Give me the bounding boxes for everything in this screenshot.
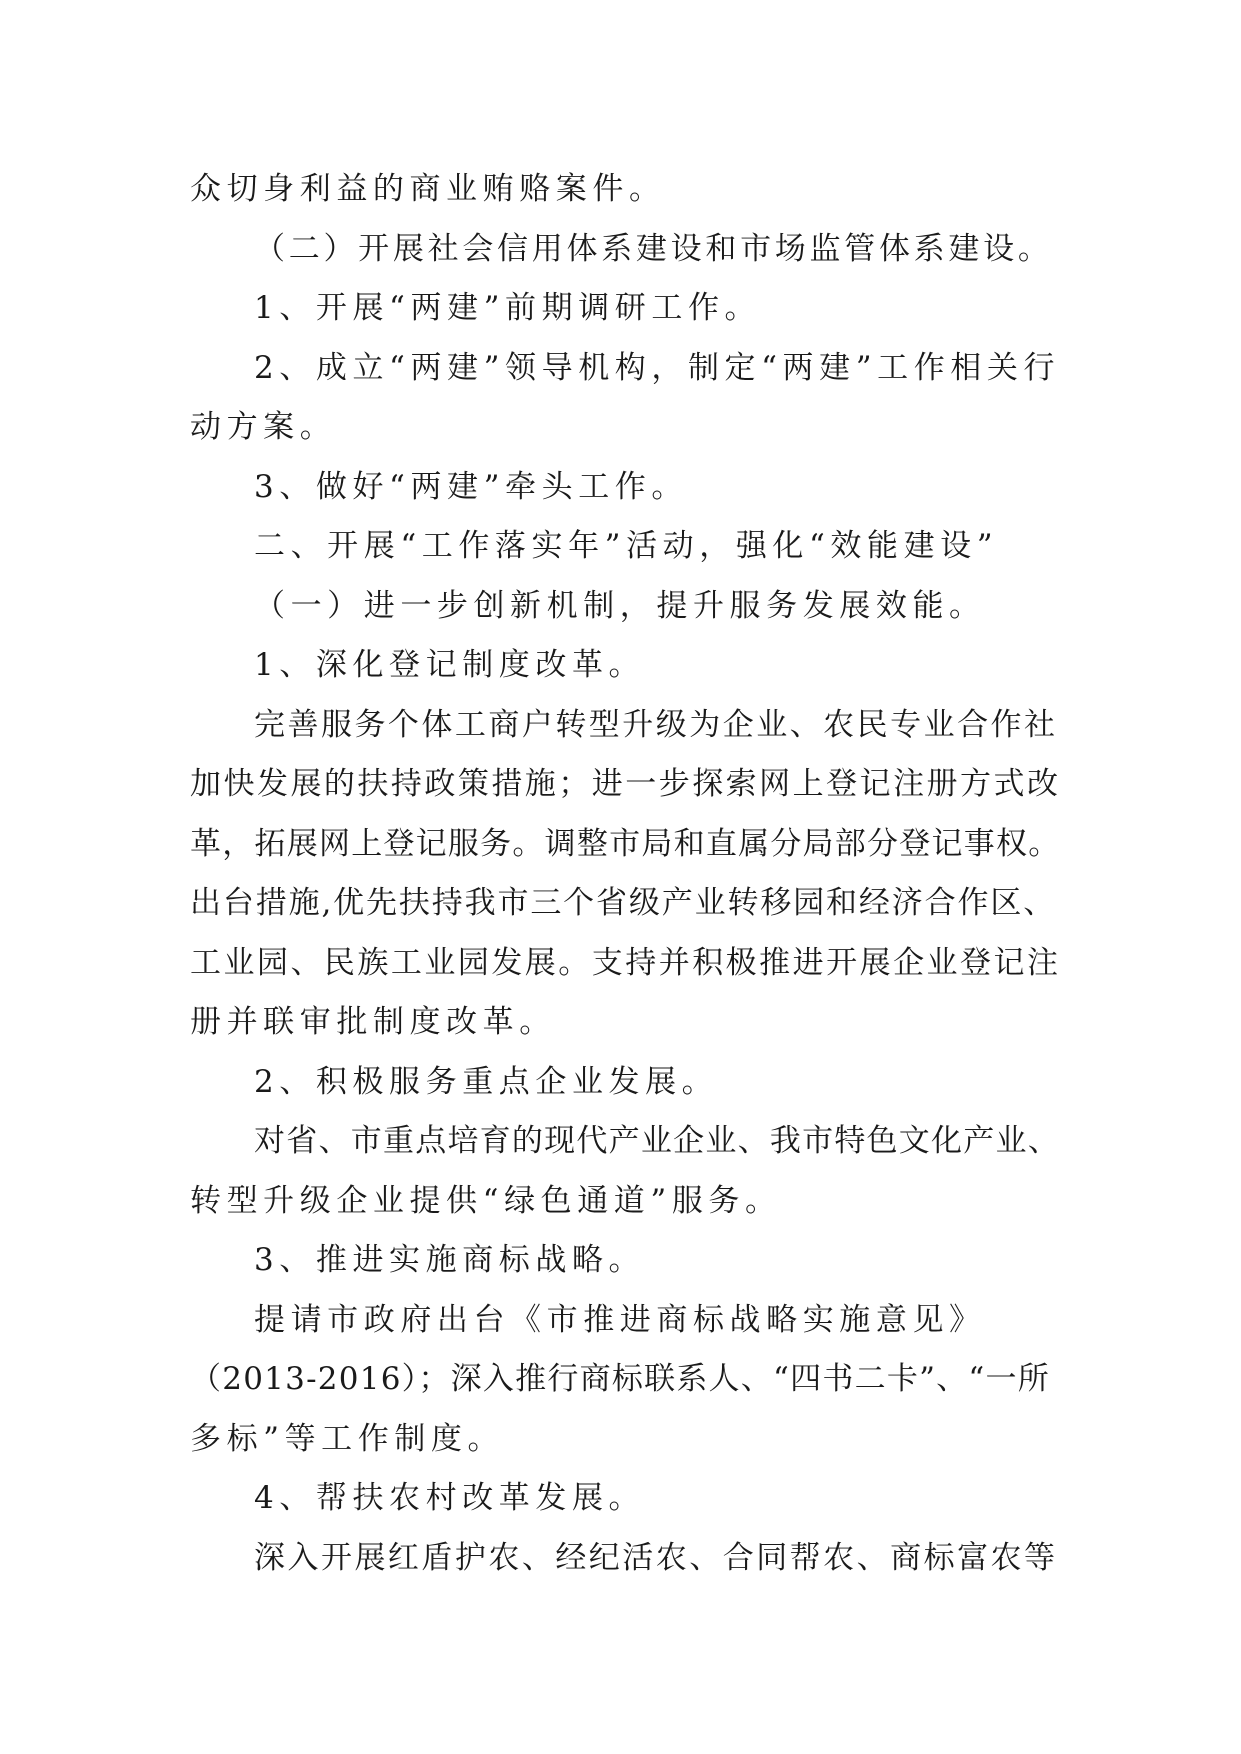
text-line: 众切身利益的商业贿赂案件。 <box>190 171 666 207</box>
paragraph-line: 转型升级企业提供“绿色通道”服务。 <box>190 1182 782 1219</box>
paragraph-line: 多标”等工作制度。 <box>190 1420 505 1457</box>
paragraph-line: 提请市政府出台《市推进商标战略实施意见》 <box>254 1301 986 1338</box>
list-item: 1、深化登记制度改革。 <box>254 647 646 683</box>
list-item: 1、开展“两建”前期调研工作。 <box>254 290 762 326</box>
paragraph-line: （2013-2016）；深入推行商标联系人、“四书二卡”、“一所 <box>190 1361 1050 1397</box>
list-item: 3、推进实施商标战略。 <box>254 1242 646 1278</box>
paragraph-line: 加快发展的扶持政策措施；进一步探索网上登记注册方式改 <box>190 766 1061 802</box>
list-item: 3、做好“两建”牵头工作。 <box>254 468 688 505</box>
paragraph-line: 完善服务个体工商户转型升级为企业、农民专业合作社 <box>254 706 1058 743</box>
section-heading: （一）进一步创新机制，提升服务发展效能。 <box>254 587 986 624</box>
paragraph-line: 对省、市重点培育的现代产业企业、我市特色文化产业、 <box>254 1123 1060 1159</box>
list-item: 2、成立“两建”领导机构，制定“两建”工作相关行 <box>254 349 1061 386</box>
paragraph-line: 册并联审批制度改革。 <box>190 1004 556 1040</box>
paragraph-line: 革，拓展网上登记服务。调整市局和直属分局部分登记事权。 <box>190 825 1061 862</box>
section-heading: （二）开展社会信用体系建设和市场监管体系建设。 <box>254 230 1053 267</box>
section-heading: 二、开展“工作落实年”活动，强化“效能建设” <box>254 528 999 564</box>
list-item: 4、帮扶农村改革发展。 <box>254 1480 646 1516</box>
paragraph-line: 深入开展红盾护农、经纪活农、合同帮农、商标富农等 <box>254 1539 1058 1576</box>
paragraph-line: 出台措施,优先扶持我市三个省级产业转移园和经济合作区、 <box>190 885 1057 921</box>
text-line: 动方案。 <box>190 409 337 445</box>
body-text <box>190 160 1060 1588</box>
paragraph-line: 工业园、民族工业园发展。支持并积极推进开展企业登记注 <box>190 944 1061 981</box>
list-item: 2、积极服务重点企业发展。 <box>254 1063 719 1100</box>
